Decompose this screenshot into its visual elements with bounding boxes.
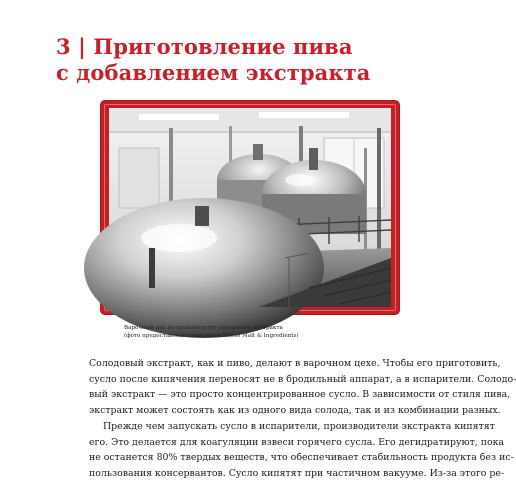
- chapter-title-line-2: с добавлением экстракта: [56, 60, 371, 85]
- brewhouse-photo: [109, 108, 391, 307]
- photo-caption: [124, 324, 424, 340]
- body-line: Солодовый экстракт, как и пиво, делают в варочном цехе. Чтобы его приготовить,: [89, 358, 501, 369]
- body-line: экстракт может состоять как из одного вида солода, так и из комбинации разных.: [89, 405, 501, 417]
- body-line: не останется 80% твердых веществ, что обеспечивает стабильность продукта без ис-: [89, 452, 514, 464]
- body-line: Прежде чем запускать сусло в испарители, производители экстракта кипятят: [103, 420, 495, 432]
- body-text: [89, 356, 516, 482]
- body-line: сусло после кипячения переносят не в бродильный аппарат, а в испарители. Солодо-: [89, 373, 516, 385]
- brewhouse-kettles-photo-icon: [109, 108, 391, 307]
- caption-line-1: Варочный цех по производству солодового экстракта: [124, 325, 283, 331]
- chapter-title-line-1: 3 | Приготовление пива: [56, 34, 353, 59]
- body-line: вый экстракт — это просто концентрированное сусло. В зависимости от стиля пива,: [89, 389, 511, 401]
- body-line: его. Это делается для коагуляции взвеси горячего сусла. Его дегидратируют, пока: [89, 436, 505, 448]
- caption-line-2: (фото предоставлено компанией Briess Malt & Ingredients): [124, 333, 299, 339]
- chapter-title: [56, 34, 476, 86]
- photo-frame: [101, 101, 399, 314]
- body-line: пользования консервантов. Сусло кипятят при частичном вакууме. Из-за этого ре-: [89, 467, 505, 479]
